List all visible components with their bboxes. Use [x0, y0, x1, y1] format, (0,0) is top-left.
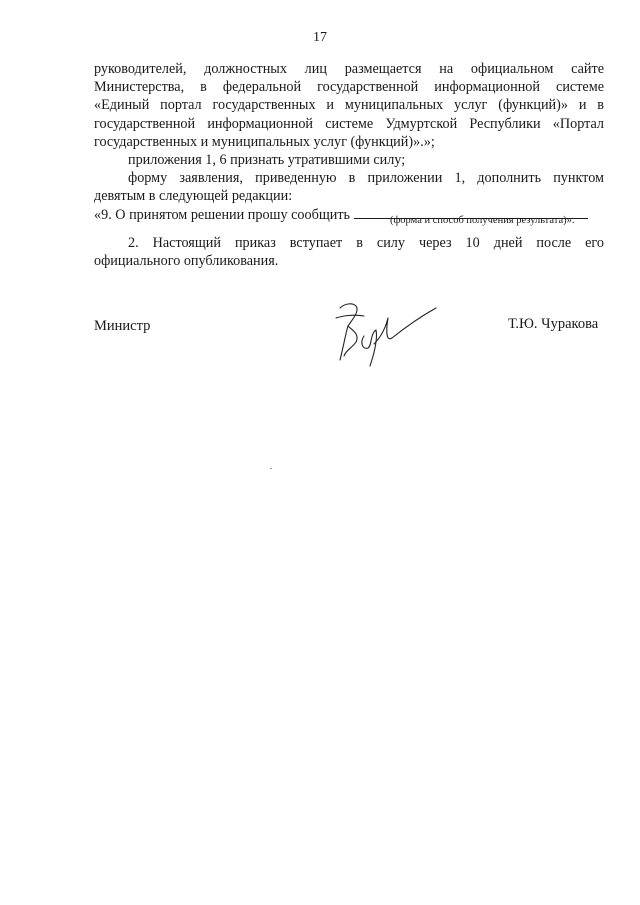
- text-line: руководителей, должностных лиц размещается на официальном сайте: [94, 61, 604, 77]
- text-line: государственной информационной системе Удмуртской Республики «Портал: [94, 115, 604, 132]
- form-item-line: форму заявления, приведенную в приложении 1, дополнить пунктом: [128, 170, 604, 187]
- paragraph-2-line: 2. Настоящий приказ вступает в силу через 10 дней после его: [128, 235, 604, 251]
- appendix-item: приложения 1, 6 признать утратившими силу;: [128, 152, 406, 169]
- text-line: «Единый портал государственных и муниципальных услуг (функций)» и в: [94, 97, 604, 114]
- text-line: государственных и муниципальных услуг (функций)».»;: [94, 133, 435, 150]
- document-body: [94, 60, 604, 224]
- paragraph-2: [94, 234, 604, 270]
- text-line: Министерства, в федеральной государственной информационной системе: [94, 79, 604, 96]
- page-number: 17: [313, 30, 327, 45]
- item-9-text: «9. О принятом решении прошу сообщить: [94, 206, 351, 223]
- scan-speck: [270, 468, 272, 469]
- signatory-name: Т.Ю. Чуракова: [508, 316, 599, 332]
- paragraph-2-line: официального опубликования.: [94, 253, 279, 270]
- form-item-line: девятым в следующей редакции:: [94, 188, 293, 205]
- handwritten-signature: [330, 296, 440, 376]
- signatory-position: Министр: [94, 318, 151, 334]
- blank-caption: (форма и способ получения результата)».: [390, 215, 575, 226]
